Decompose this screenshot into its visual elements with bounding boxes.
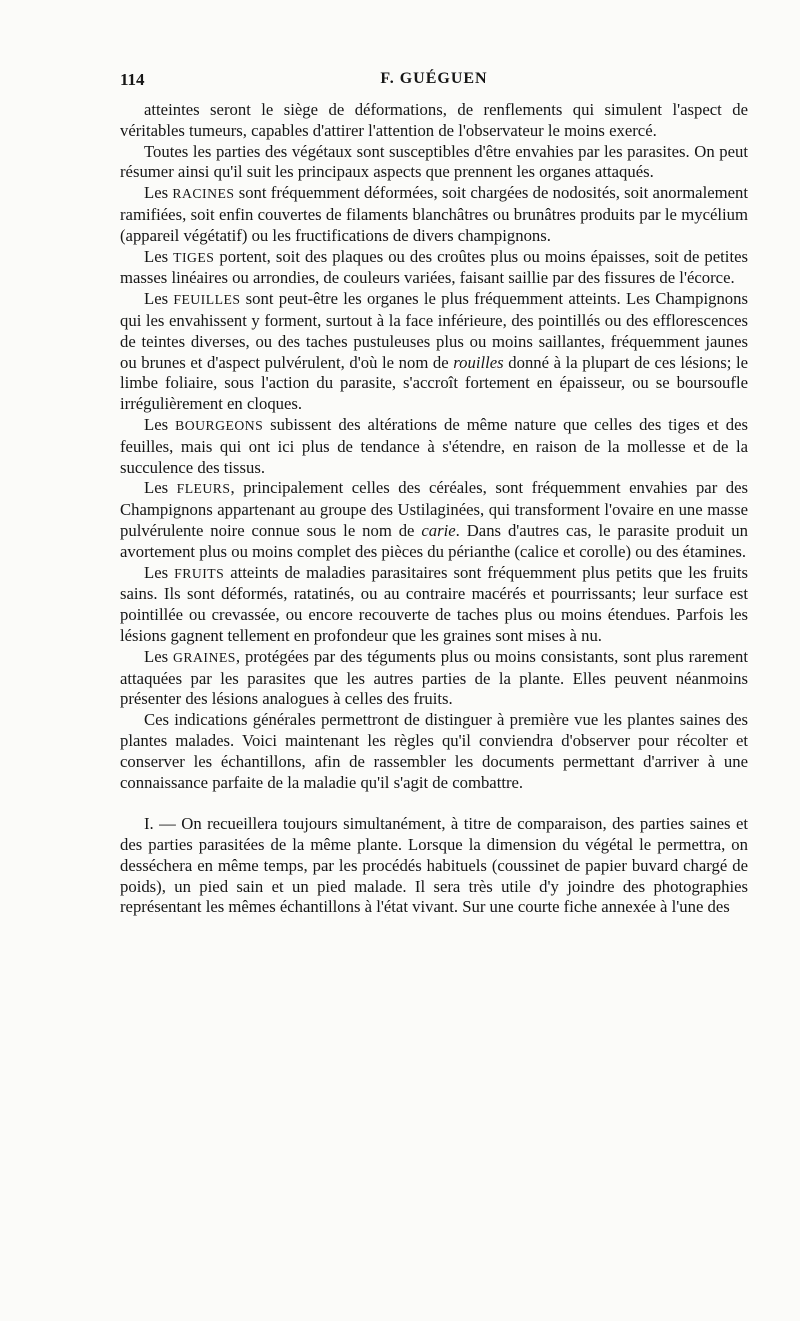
- page-number: 114: [120, 70, 145, 89]
- term-racines: RACINES: [172, 186, 235, 202]
- paragraph-tiges: Les TIGES portent, soit des plaques ou des croûtes plus ou moins épaisses, soit de petites masses linéaires ou arrondies, de couleurs variées, faisant saillie par des fissures de l'écorce.: [120, 246, 748, 288]
- page-header: [120, 70, 748, 98]
- paragraph-fleurs: Les FLEURS, principalement celles des céréales, sont fréquemment envahies par des Champignons appartenant au groupe des Ustilaginées, qui transforment l'ovaire en une masse pulvérulente noire connue sous le nom de carie. Dans d'autres cas, le parasite produit un avortement plus ou moins complet des pièces du périanthe (calice et corolle) ou des étamines.: [120, 478, 748, 561]
- paragraph-racines: Les RACINES sont fréquemment déformées, soit chargées de nodosités, soit anormalement ramifiées, soit enfin couvertes de filaments blanchâtres ou brunâtres produits par le mycélium (appareil végétatif) ou les fructifications de divers champignons.: [120, 183, 748, 245]
- term-fleurs: FLEURS: [176, 481, 231, 497]
- body-text: [120, 100, 748, 918]
- paragraph-fruits: Les FRUITS atteints de maladies parasitaires sont fréquemment plus petits que les fruits sains. Ils sont déformés, ratatinés, ou au contraire macérés et pourrissants; leur surface est pointillée ou crevassée, ou encore recouverte de taches plus ou moins étendues. Parfois les lésions gagnent tellement en profondeur que les graines sont mises à nu.: [120, 562, 748, 645]
- running-head-author: F. GUÉGUEN: [380, 70, 488, 87]
- paragraph-feuilles: Les FEUILLES sont peut-être les organes le plus fréquemment atteints. Les Champignons qui les envahissent y forment, surtout à la face inférieure, des pointillés ou des efflorescences de teintes diverses, ou des taches pustuleuses plus ou moins saillantes, fréquemment jaunes ou brunes et d'aspect pulvérulent, d'où le nom de rouilles donné à la plupart de ces lésions; le limbe foliaire, sous l'action du parasite, s'accroît fortement en épaisseur, ou se boursoufle irrégulièrement en cloques.: [120, 289, 748, 414]
- paragraph: Ces indications générales permettront de distinguer à première vue les plantes saines des plantes malades. Voici maintenant les règles qu'il conviendra d'observer pour récolter et conserver les échantillons, afin de rassembler les documents permettant d'arriver à une connaissance parfaite de la maladie qu'il s'agit de combattre.: [120, 710, 748, 792]
- section-i-paragraph: I. — On recueillera toujours simultanément, à titre de comparaison, des parties saines et des parties parasitées de la même plante. Lorsque la dimension du végétal le permettra, on desséchera en même temps, par les procédés habituels (coussinet de papier buvard chargé de poids), un pied sain et un pied malade. Il sera très utile d'y joindre des photographies représentant les mêmes échantillons à l'état vivant. Sur une courte fiche annexée à l'une des: [120, 814, 748, 917]
- term-graines: GRAINES: [173, 649, 236, 665]
- term-tiges: TIGES: [173, 249, 215, 265]
- paragraph: Toutes les parties des végétaux sont susceptibles d'être envahies par les parasites. On peut résumer ainsi qu'il suit les principaux aspects que prennent les organes attaqués.: [120, 141, 748, 182]
- emphasis-rouilles: rouilles: [453, 352, 504, 372]
- term-fruits: FRUITS: [174, 565, 225, 581]
- emphasis-carie: carie: [421, 520, 456, 540]
- paragraph: atteintes seront le siège de déformations, de renflements qui simulent l'aspect de véritables tumeurs, capables d'attirer l'attention de l'observateur le moins exercé.: [120, 100, 748, 140]
- term-feuilles: FEUILLES: [173, 292, 241, 308]
- paragraph-bourgeons: Les BOURGEONS subissent des altérations de même nature que celles des tiges et des feuilles, mais qui ont ici plus de tendance à s'étendre, en raison de la mollesse et de la succulence des tissus.: [120, 414, 748, 477]
- paragraph-graines: Les GRAINES, protégées par des téguments plus ou moins consistants, sont plus rarement attaquées par les parasites que les autres parties de la plante. Elles peuvent néanmoins présenter des lésions analogues à celles des fruits.: [120, 646, 748, 709]
- term-bourgeons: BOURGEONS: [175, 417, 264, 433]
